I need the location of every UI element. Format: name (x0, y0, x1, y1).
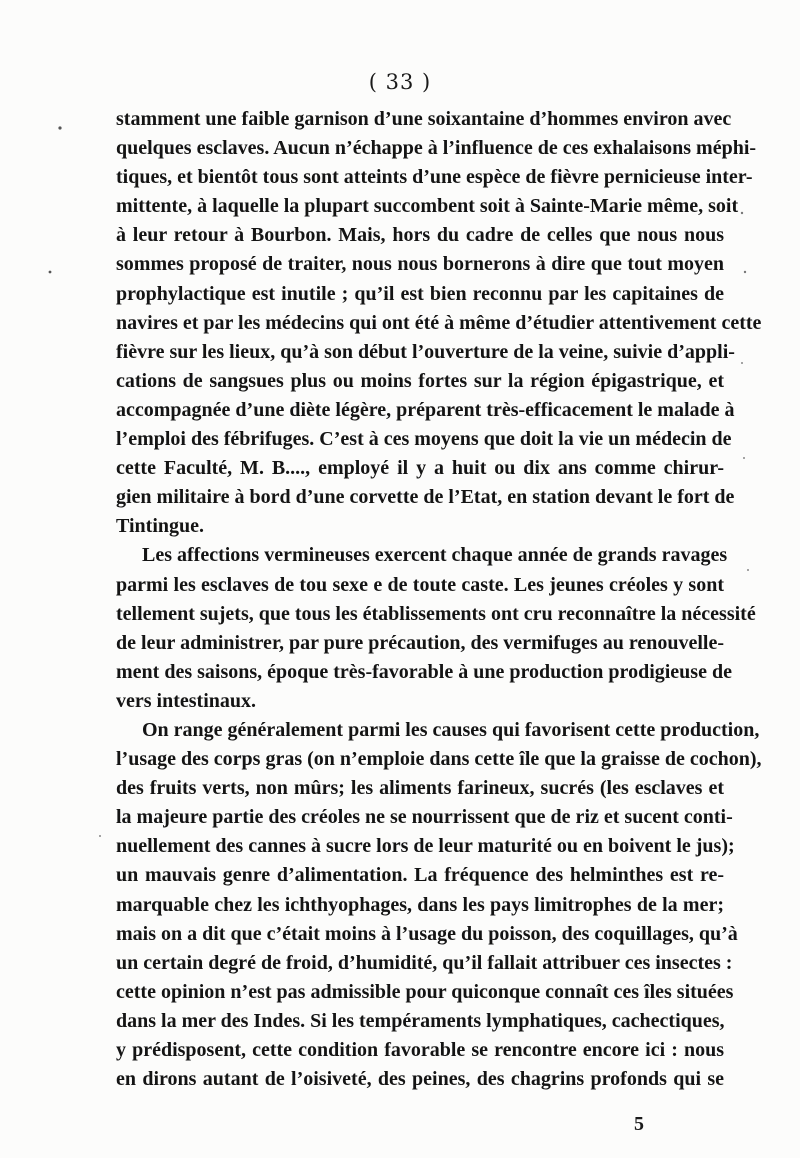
page-header: ( 33 ) (368, 70, 432, 94)
text-line: des fruits verts, non mûrs; les aliments farineux, sucrés (les esclaves et (116, 777, 724, 800)
text-line: sommes proposé de traiter, nous nous bornerons à dire que tout moyen (116, 253, 724, 276)
text-line: de leur administrer, par pure précaution, des vermifuges au renouvelle- (116, 631, 724, 654)
page-number: 5 (634, 1113, 644, 1135)
text-line: un certain degré de froid, d’humidité, qu’il fallait attribuer ces insectes : (116, 951, 733, 974)
text-line: à leur retour à Bourbon. Mais, hors du cadre de celles que nous nous (116, 224, 724, 247)
text-line: accompagnée d’une diète légère, préparent très-efficacement le malade à (116, 398, 735, 421)
text-line: quelques esclaves. Aucun n’échappe à l’influence de ces exhalaisons méphi- (116, 137, 757, 160)
body-text (116, 105, 762, 1094)
text-line: On range généralement parmi les causes qui favorisent cette production, (142, 718, 760, 741)
text-line: stamment une faible garnison d’une soixantaine d’hommes environ avec (116, 108, 732, 130)
text-line: dans la mer des Indes. Si les tempéraments lymphatiques, cachectiques, (116, 1009, 725, 1032)
paragraph (116, 716, 762, 1094)
paragraph (116, 541, 756, 716)
text-line: fièvre sur les lieux, qu’à son début l’ouverture de la veine, suivie d’appli- (116, 340, 735, 363)
text-line: l’usage des corps gras (on n’emploie dans cette île que la graisse de cochon), (116, 748, 762, 771)
text-line: Les affections vermineuses exercent chaque année de grands ravages (142, 544, 728, 567)
text-line: en dirons autant de l’oisiveté, des peines, des chagrins profonds qui se (116, 1068, 724, 1091)
text-line: mais on a dit que c’était moins à l’usage du poisson, des coquillages, qu’à (116, 922, 738, 945)
text-line: prophylactique est inutile ; qu’il est bien reconnu par les capitaines de (116, 282, 724, 305)
text-line: cations de sangsues plus ou moins fortes sur la région épigastrique, et (116, 369, 724, 392)
text-line: mittente, à laquelle la plupart succombent soit à Sainte-Marie même, soit (116, 195, 739, 218)
text-line: nuellement des cannes à sucre lors de leur maturité ou en boivent le jus); (116, 835, 735, 858)
text-line: cette opinion n’est pas admissible pour quiconque connaît ces îles situées (116, 980, 734, 1003)
text-line: parmi les esclaves de tou sexe e de toute caste. Les jeunes créoles y sont (116, 573, 724, 596)
text-line: navires et par les médecins qui ont été à même d’étudier attentivement cette (116, 311, 762, 334)
paragraph (116, 105, 762, 541)
text-line: l’emploi des fébrifuges. C’est à ces moyens que doit la vie un médecin de (116, 428, 732, 451)
text-line: marquable chez les ichthyophages, dans les pays limitrophes de la mer; (116, 893, 724, 916)
text-line: vers intestinaux. (116, 689, 256, 712)
text-line: un mauvais genre d’alimentation. La fréquence des helminthes est re- (116, 864, 724, 887)
text-line: y prédisposent, cette condition favorable se rencontre encore ici : nous (116, 1039, 724, 1061)
text-line: gien militaire à bord d’une corvette de l’Etat, en station devant le fort de (116, 486, 735, 509)
text-line: ment des saisons, époque très-favorable à une production prodigieuse de (116, 660, 732, 683)
text-line: cette Faculté, M. B...., employé il y a huit ou dix ans comme chirur- (116, 457, 724, 480)
text-line: tellement sujets, que tous les établissements ont cru reconnaître la nécessité (116, 602, 756, 625)
text-line: la majeure partie des créoles ne se nourrissent que de riz et sucent conti- (116, 806, 733, 829)
text-line: tiques, et bientôt tous sont atteints d’une espèce de fièvre pernicieuse inter- (116, 166, 753, 189)
text-line: Tintingue. (116, 515, 204, 538)
